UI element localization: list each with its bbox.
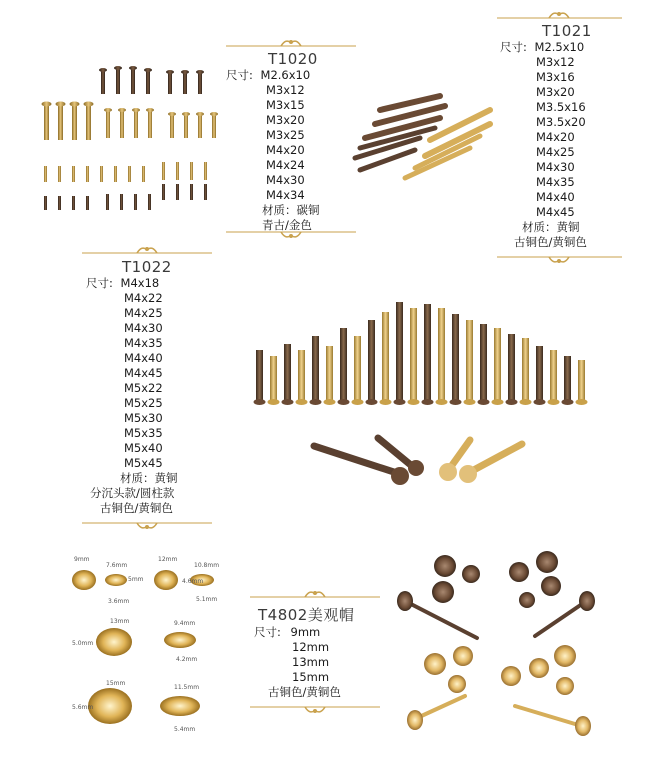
size-row [254,625,384,640]
finish-text: 古铜色/黄铜色 [100,501,173,515]
size-value: M4x20 [266,143,305,157]
size-row [500,40,645,55]
dim-label: 10.8mm [194,562,220,569]
size-value: M4x18 [120,276,160,290]
size-value: M4x30 [536,160,575,174]
dim-label: 4.6mm [182,578,204,585]
size-value: M3x20 [536,85,575,99]
size-value: M4x40 [124,351,163,365]
style-text: 分沉头款/圆柱款 [90,486,175,500]
product-code: T1020 [268,50,318,68]
size-value: 12mm [292,640,330,654]
dim-label: 12mm [158,556,178,563]
ornament-divider [497,8,622,22]
size-value: M4x35 [124,336,163,350]
ornament-divider [82,519,212,533]
size-value: M4x30 [266,173,305,187]
size-value: M4x25 [124,306,163,320]
size-value: M4x45 [124,366,163,380]
dim-label: 5.6mm [72,704,94,711]
t4802-caps-photo [395,546,645,746]
t1021-screws-photo [340,80,500,190]
size-value: M5x25 [124,396,163,410]
size-value: M3x12 [536,55,575,69]
dim-label: 4.2mm [176,656,198,663]
dim-label: 9.4mm [174,620,196,627]
size-value: 9mm [290,625,321,639]
dim-label: 7.6mm [106,562,128,569]
ornament-divider [497,253,622,267]
product-code: T4802美观帽 [258,606,355,624]
dim-label: 5mm [128,576,144,583]
size-value: M3x25 [266,128,305,142]
size-value: M3x20 [266,113,305,127]
dim-label: 13mm [110,618,130,625]
t1022-closeup-photo [300,426,530,504]
size-value: M4x35 [536,175,575,189]
t1022-screws-row-photo [250,298,600,410]
material-text: 材质：黄铜 [120,471,178,485]
size-value: M3x12 [266,83,305,97]
size-value: M3.5x20 [536,115,586,129]
ornament-divider [82,243,212,257]
size-value: M5x40 [124,441,163,455]
size-value: M4x25 [536,145,575,159]
size-value: M5x30 [124,411,163,425]
ornament-divider [250,587,380,601]
finish-text: 青古/金色 [262,218,312,232]
dim-label: 5.1mm [196,596,218,603]
dim-label: 3.6mm [108,598,130,605]
size-value: M4x30 [124,321,163,335]
size-value: M4x24 [266,158,305,172]
size-value: M4x22 [124,291,163,305]
size-value: M3.5x16 [536,100,586,114]
size-value: M3x16 [536,70,575,84]
size-label: 尺寸: [86,276,113,290]
size-value: M2.5x10 [534,40,585,54]
product-t1022-spec [86,258,226,516]
size-value: M4x20 [536,130,575,144]
size-row [86,276,226,291]
size-value: M2.6x10 [260,68,311,82]
product-code: T1022 [122,258,172,276]
size-value: M5x22 [124,381,163,395]
size-value: M5x35 [124,426,163,440]
size-value: M5x45 [124,456,163,470]
dim-label: 11.5mm [174,684,200,691]
size-value: M4x34 [266,188,305,202]
finish-text: 古铜色/黄铜色 [268,685,341,699]
ornament-divider [250,703,380,717]
t1020-screws-photo [36,58,226,218]
size-value: M3x15 [266,98,305,112]
finish-text: 古铜色/黄铜色 [514,235,587,249]
material-text: 材质：黄铜 [522,220,580,234]
size-label: 尺寸: [500,40,527,54]
dim-label: 15mm [106,680,126,687]
dim-label: 5.0mm [72,640,94,647]
size-value: 15mm [292,670,330,684]
dim-label: 5.4mm [174,726,196,733]
product-t4802-spec [254,604,384,700]
size-value: 13mm [292,655,330,669]
product-t1021-spec [500,22,645,250]
size-value: M4x45 [536,205,575,219]
size-label: 尺寸: [254,625,281,639]
size-value: M4x40 [536,190,575,204]
dim-label: 9mm [74,556,90,563]
product-code: T1021 [542,22,592,40]
size-label: 尺寸: [226,68,253,82]
material-text: 材质：碳铜 [262,203,320,217]
t4802-cap-dimensions [70,548,250,748]
ornament-divider [226,36,356,50]
